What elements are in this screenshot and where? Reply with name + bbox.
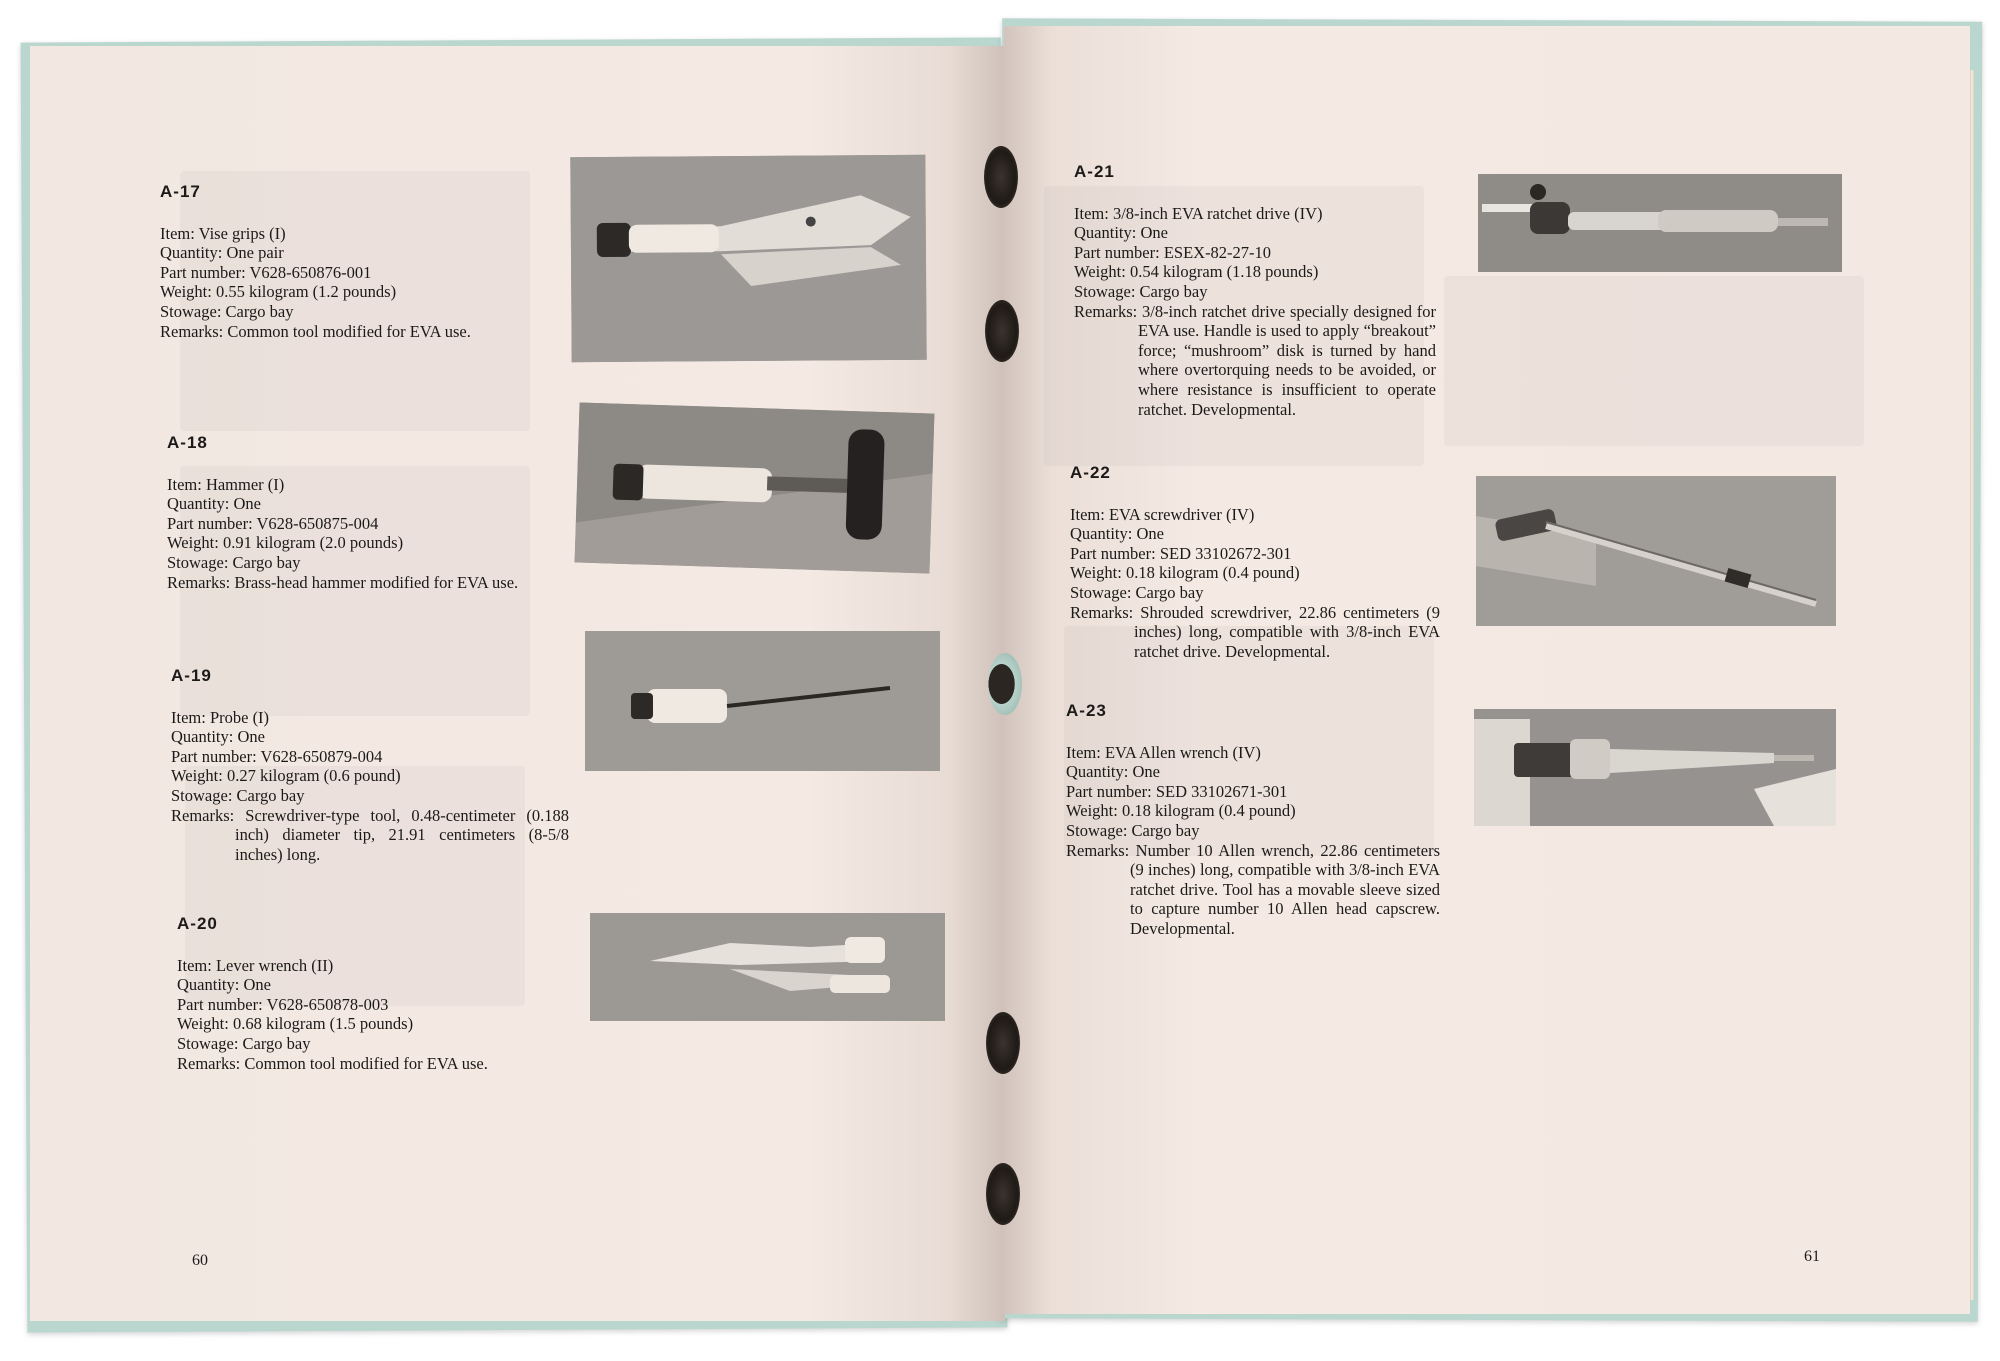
entry-code: A-17 <box>160 182 201 201</box>
entry-weight: Weight: 0.54 kilogram (1.18 pounds) <box>1074 262 1319 282</box>
entry-quantity: Quantity: One <box>177 975 271 995</box>
entry-weight: Weight: 0.18 kilogram (0.4 pound) <box>1070 563 1300 583</box>
entry-quantity: Quantity: One pair <box>160 243 284 263</box>
entry-code: A-20 <box>177 914 218 933</box>
hammer-illustration <box>575 402 935 573</box>
entry-remarks: Remarks: 3/8-inch ratchet drive specially designed for EVA use. Handle is used to apply “breakout” force; “mushroom” disk is turned by hand where overtorquing needs to be avoided, or where resistance is insufficient to operate ratchet. Developmental. <box>1074 301 1436 419</box>
photo-hammer <box>575 402 935 573</box>
entry-part-number: Part number: V628-650878-003 <box>177 994 389 1014</box>
photo-lever-wrench <box>590 913 945 1021</box>
photo-probe <box>585 631 940 771</box>
entry-quantity: Quantity: One <box>167 494 261 514</box>
entry-stowage: Stowage: Cargo bay <box>171 785 305 805</box>
entry-remarks: Remarks: Brass-head hammer modified for EVA use. <box>167 572 519 592</box>
entry-code: A-22 <box>1070 463 1111 482</box>
photo-screwdriver <box>1476 476 1836 626</box>
entry-part-number: Part number: V628-650876-001 <box>160 262 372 282</box>
entry-part-number: Part number: V628-650879-004 <box>171 746 383 766</box>
entry-a-19 <box>171 666 569 864</box>
entry-stowage: Stowage: Cargo bay <box>167 552 301 572</box>
right-page <box>1004 26 1970 1314</box>
entry-stowage: Stowage: Cargo bay <box>1066 820 1200 840</box>
screwdriver-illustration <box>1476 476 1836 626</box>
entry-code: A-18 <box>167 433 208 452</box>
entry-a-22 <box>1070 463 1440 661</box>
photo-vise-grips <box>570 155 926 362</box>
entry-item: Item: EVA Allen wrench (IV) <box>1066 742 1261 762</box>
entry-stowage: Stowage: Cargo bay <box>177 1033 311 1053</box>
entry-part-number: Part number: ESEX-82-27-10 <box>1074 242 1272 262</box>
show-through <box>1444 276 1864 446</box>
entry-quantity: Quantity: One <box>1066 762 1160 782</box>
entry-item: Item: EVA screwdriver (IV) <box>1070 504 1255 524</box>
entry-stowage: Stowage: Cargo bay <box>160 301 294 321</box>
entry-a-17 <box>160 182 550 341</box>
entry-stowage: Stowage: Cargo bay <box>1070 582 1204 602</box>
photo-ratchet-drive <box>1478 174 1842 272</box>
entry-a-21 <box>1074 162 1436 419</box>
allen-wrench-illustration <box>1474 709 1836 826</box>
page-number: 61 <box>1804 1248 1820 1265</box>
entry-stowage: Stowage: Cargo bay <box>1074 281 1208 301</box>
probe-illustration <box>585 631 940 771</box>
entry-item: Item: Lever wrench (II) <box>177 955 334 975</box>
vise-grips-illustration <box>570 155 926 362</box>
entry-remarks: Remarks: Shrouded screwdriver, 22.86 centimeters (9 inches) long, compatible with 3/8-inch EVA ratchet drive. Developmental. <box>1070 602 1440 661</box>
entry-weight: Weight: 0.27 kilogram (0.6 pound) <box>171 766 401 786</box>
photo-allen-wrench <box>1474 709 1836 826</box>
entry-item: Item: Hammer (I) <box>167 474 285 494</box>
entry-weight: Weight: 0.18 kilogram (0.4 pound) <box>1066 801 1296 821</box>
ratchet-drive-illustration <box>1478 174 1842 272</box>
left-page <box>30 46 1005 1321</box>
entry-weight: Weight: 0.55 kilogram (1.2 pounds) <box>160 282 397 302</box>
entry-weight: Weight: 0.68 kilogram (1.5 pounds) <box>177 1014 414 1034</box>
entry-a-23 <box>1066 701 1440 939</box>
entry-remarks: Remarks: Number 10 Allen wrench, 22.86 centimeters (9 inches) long, compatible with 3/8-inch EVA ratchet drive. Tool has a movable sleeve sized to capture number 10 Allen head capscrew. Developmental. <box>1066 840 1440 938</box>
entry-item: Item: 3/8-inch EVA ratchet drive (IV) <box>1074 203 1323 223</box>
lever-wrench-illustration <box>590 913 945 1021</box>
entry-remarks: Remarks: Common tool modified for EVA use. <box>160 321 471 341</box>
entry-weight: Weight: 0.91 kilogram (2.0 pounds) <box>167 533 404 553</box>
entry-part-number: Part number: SED 33102671-301 <box>1066 781 1288 801</box>
entry-item: Item: Vise grips (I) <box>160 223 286 243</box>
binding-hole <box>984 146 1018 208</box>
entry-code: A-21 <box>1074 162 1115 181</box>
entry-a-20 <box>177 914 577 1073</box>
page-number: 60 <box>192 1252 208 1269</box>
binding-hole <box>988 653 1022 715</box>
entry-remarks: Remarks: Screwdriver-type tool, 0.48-centimeter (0.188 inch) diameter tip, 21.91 centimeters (8-5/8 inches) long. <box>171 805 569 864</box>
entry-part-number: Part number: SED 33102672-301 <box>1070 543 1292 563</box>
entry-item: Item: Probe (I) <box>171 707 270 727</box>
binding-hole <box>986 1163 1020 1225</box>
entry-remarks: Remarks: Common tool modified for EVA use. <box>177 1053 488 1073</box>
entry-code: A-23 <box>1066 701 1107 720</box>
entry-quantity: Quantity: One <box>1070 524 1164 544</box>
entry-a-18 <box>167 433 553 592</box>
entry-part-number: Part number: V628-650875-004 <box>167 513 379 533</box>
binding-hole <box>986 1012 1020 1074</box>
binding-hole <box>985 300 1019 362</box>
entry-code: A-19 <box>171 666 212 685</box>
entry-quantity: Quantity: One <box>171 727 265 747</box>
entry-quantity: Quantity: One <box>1074 223 1168 243</box>
